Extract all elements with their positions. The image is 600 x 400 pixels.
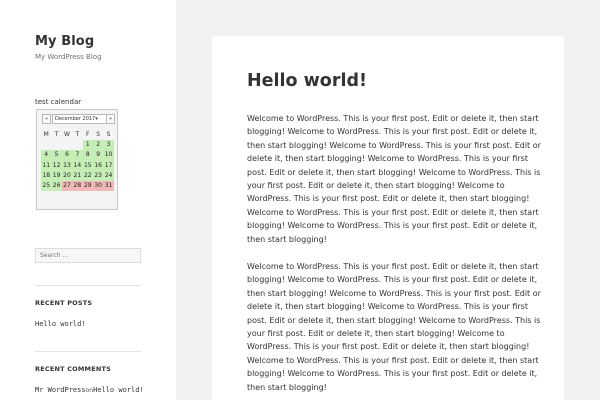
calendar-weekday: S xyxy=(106,131,111,138)
calendar-day: 24 xyxy=(103,171,113,181)
calendar-day: 13 xyxy=(62,161,72,171)
recent-post-link[interactable]: Hello world! xyxy=(35,320,86,328)
calendar-day: 15 xyxy=(83,161,93,171)
site-description: My WordPress Blog xyxy=(35,53,102,61)
calendar-day: 28 xyxy=(72,181,82,191)
recent-comment-item xyxy=(35,385,144,396)
recent-comments-heading: RECENT COMMENTS xyxy=(35,365,112,373)
calendar-weekday: S xyxy=(96,131,101,138)
calendar-day: 14 xyxy=(72,161,82,171)
post-paragraph: Welcome to WordPress. This is your first post. Edit or delete it, then start blogging! Welcome to WordPress. This is your first post. Edit or delete it, then start blogging! Welcome to WordPress. This is your first post. Edit or delete it, then start blogging! Welcome to WordPress. This is your first post. Edit or delete it, then start blogging! Welcome to WordPress. This is your first post. Edit or delete it, then start blogging! Welcome to WordPress. This is your first post. Edit or delete it, then start blogging! Welcome to WordPress. This is your first post. Edit or delete it, then start blogging! Welcome to WordPress. This is your first post. Edit or delete it, then start blogging! xyxy=(247,262,541,392)
calendar-day: 20 xyxy=(62,171,72,181)
recent-posts-heading: RECENT POSTS xyxy=(35,299,93,307)
calendar-day: 30 xyxy=(93,181,103,191)
calendar-day: 7 xyxy=(72,150,82,160)
calendar-day: 17 xyxy=(103,161,113,171)
calendar-day: 19 xyxy=(51,171,61,181)
calendar-widget-title: test calendar xyxy=(35,98,82,106)
widget-divider xyxy=(35,351,141,352)
calendar-day: 12 xyxy=(51,161,61,171)
chevron-down-icon: ▾ xyxy=(95,116,98,122)
calendar-day: 4 xyxy=(41,150,51,160)
calendar-empty-cell xyxy=(62,140,72,150)
calendar-day: 11 xyxy=(41,161,51,171)
calendar-day: 18 xyxy=(41,171,51,181)
sidebar xyxy=(0,0,176,400)
calendar-day: 16 xyxy=(93,161,103,171)
calendar-widget xyxy=(36,109,118,210)
calendar-weekday: W xyxy=(64,131,70,138)
calendar-day: 22 xyxy=(83,171,93,181)
calendar-day: 6 xyxy=(62,150,72,160)
comment-author-link[interactable]: Mr WordPress xyxy=(35,386,86,394)
calendar-grid xyxy=(41,130,114,191)
calendar-day: 29 xyxy=(83,181,93,191)
comment-post-link[interactable]: Hello world! xyxy=(93,386,144,394)
calendar-empty-cell xyxy=(41,140,51,150)
widget-divider xyxy=(35,285,141,286)
calendar-weekday: M xyxy=(43,131,49,138)
calendar-day: 27 xyxy=(62,181,72,191)
calendar-month-value: December 2017 xyxy=(55,116,96,122)
calendar-prev-button[interactable]: « xyxy=(42,114,51,124)
site-title[interactable]: My Blog xyxy=(35,34,95,49)
post-paragraph: Welcome to WordPress. This is your first post. Edit or delete it, then start blogging! Welcome to WordPress. This is your first post. Edit or delete it, then start blogging! Welcome to WordPress. This is your first post. Edit or delete it, then start blogging! Welcome to WordPress. This is your first post. Edit or delete it, then start blogging! Welcome to WordPress. This is your first post. Edit or delete it, then start blogging! Welcome to WordPress. This is your first post. Edit or delete it, then start blogging! Welcome to WordPress. This is your first post. Edit or delete it, then start blogging! Welcome to WordPress. This is your first post. Edit or delete it, then start blogging! xyxy=(247,114,541,244)
calendar-weekday: T xyxy=(75,131,80,138)
post-article xyxy=(212,36,564,400)
calendar-day: 3 xyxy=(103,140,113,150)
calendar-day: 21 xyxy=(72,171,82,181)
calendar-empty-cell xyxy=(51,140,61,150)
calendar-weekday: T xyxy=(54,131,59,138)
post-title[interactable]: Hello world! xyxy=(247,71,367,91)
calendar-month-select[interactable] xyxy=(52,114,107,124)
calendar-day: 26 xyxy=(51,181,61,191)
calendar-day: 5 xyxy=(51,150,61,160)
calendar-day: 25 xyxy=(41,181,51,191)
calendar-day: 9 xyxy=(93,150,103,160)
calendar-weekday: F xyxy=(86,131,90,138)
calendar-day: 23 xyxy=(93,171,103,181)
calendar-day: 2 xyxy=(93,140,103,150)
calendar-day: 1 xyxy=(83,140,93,150)
calendar-day: 31 xyxy=(103,181,113,191)
calendar-next-button[interactable]: » xyxy=(106,114,115,124)
calendar-day: 10 xyxy=(103,150,113,160)
calendar-header xyxy=(42,114,114,124)
search-input[interactable] xyxy=(35,248,141,263)
calendar-empty-cell xyxy=(72,140,82,150)
calendar-day: 8 xyxy=(83,150,93,160)
comment-on-text: on xyxy=(85,387,94,394)
